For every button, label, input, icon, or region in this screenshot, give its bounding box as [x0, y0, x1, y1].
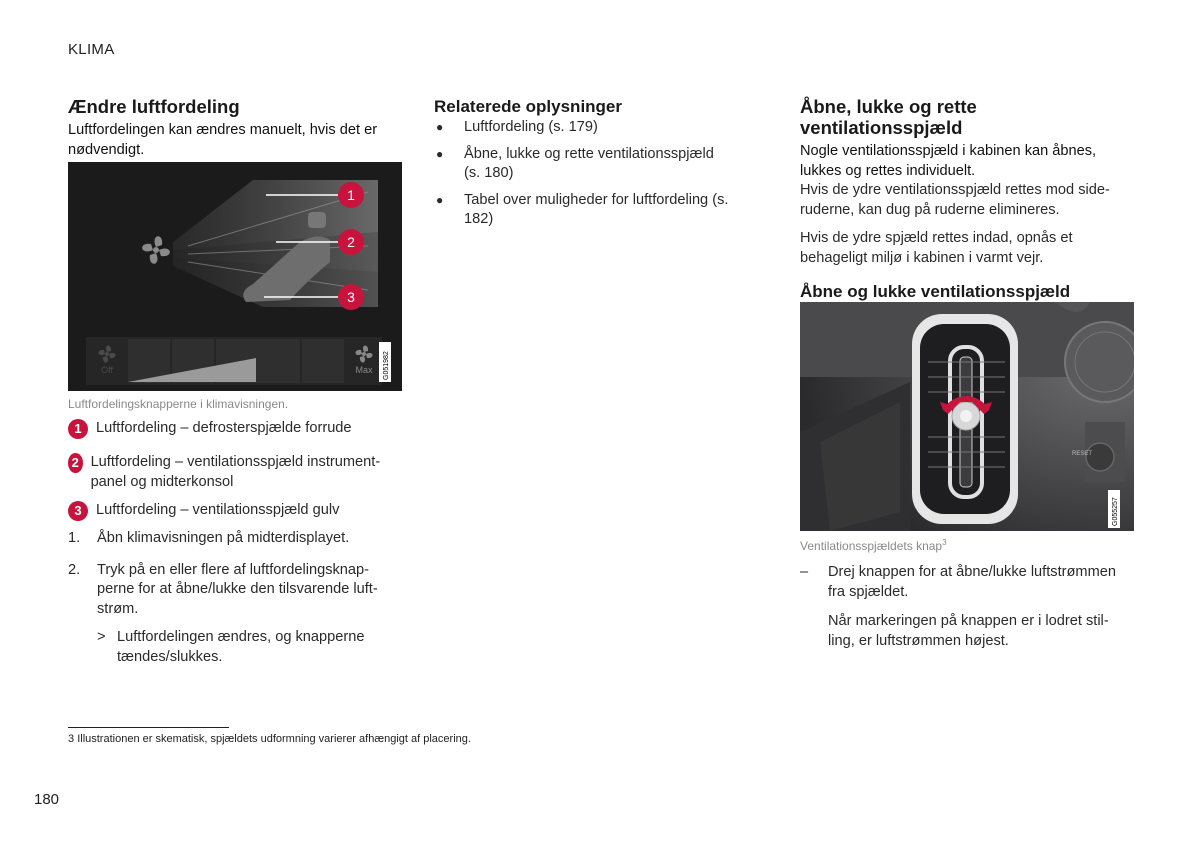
footnote-divider — [68, 727, 229, 728]
section-header: KLIMA — [68, 41, 115, 58]
bullet-icon: ● — [436, 146, 444, 161]
intro-text: Luftfordelingen kan ændres manuelt, hvis det er nødvendigt. — [68, 122, 378, 158]
column-3 — [800, 96, 1134, 302]
figure-code: G055257 — [1112, 497, 1119, 526]
related-links — [434, 118, 734, 230]
seat-headrest — [308, 212, 326, 228]
result-text: Luftfordelingen ændres, og knapperne tændes/slukkes. — [117, 629, 365, 665]
reset-knob — [1086, 443, 1114, 471]
step-number: 1. — [68, 530, 81, 546]
legend-item — [68, 419, 402, 439]
fan-max-label: Max — [355, 365, 373, 375]
related-link[interactable] — [434, 118, 734, 138]
climate-display-illustration — [68, 162, 402, 391]
figure-caption-text: Ventilationsspjældets knap — [800, 539, 943, 553]
vent-knob-figure — [800, 302, 1134, 531]
instruction-block — [800, 563, 1134, 651]
legend-text: Luftfordeling – ventilationsspjæld gulv — [96, 502, 340, 518]
section-title: Ændre luftfordeling — [68, 96, 240, 117]
column-1 — [68, 96, 402, 160]
footnote-ref: 3 — [942, 538, 947, 547]
step-text: Åbn klimavisningen på midterdisplayet. — [97, 530, 350, 546]
legend-item — [68, 453, 402, 492]
vent-knob-illustration — [800, 302, 1134, 531]
footnote-text: Illustrationen er skematisk, spjældets udformning varierer afhængigt af placering. — [77, 733, 471, 745]
legend-text: Luftfordeling – defrosterspjælde forrude — [96, 420, 352, 436]
figure-code: G051982 — [383, 351, 390, 380]
callout-2-label: 2 — [347, 234, 355, 250]
bullet-icon: ● — [436, 120, 444, 134]
climate-display-figure — [68, 162, 402, 391]
instruction-text: Drej knappen for at åbne/lukke luftstrømmen fra spjældet. — [828, 564, 1116, 600]
instruction-item — [800, 563, 1134, 602]
page-number: 180 — [34, 791, 60, 808]
step-number: 2. — [68, 561, 81, 578]
related-info-title: Relaterede oplysninger — [434, 97, 623, 116]
fan-off-label: Off — [101, 365, 113, 375]
section-title: Åbne, lukke og rette ventilationsspjæld — [800, 96, 977, 138]
figure-caption — [800, 538, 947, 553]
figure-caption: Luftfordelingsknapperne i klimavisningen. — [68, 397, 289, 411]
step-text: Tryk på en eller flere af luftfordelingsknapperne for at åbne/lukke den tilsvarende luftstrøm. — [97, 561, 378, 617]
step-result — [97, 628, 402, 667]
callout-3-label: 3 — [347, 289, 355, 305]
footnote-mark: 3 — [68, 733, 75, 745]
result-marker: > — [97, 629, 106, 645]
bullet-icon: ● — [436, 192, 444, 207]
column-2 — [434, 97, 734, 237]
step-item — [68, 529, 402, 549]
legend-badge-2: 2 — [68, 453, 83, 473]
dash-marker: – — [800, 564, 809, 580]
related-link-text[interactable]: Luftfordeling (s. 179) — [464, 119, 598, 135]
subsection-title: Åbne og lukke ventilationsspjæld — [800, 282, 1071, 301]
lead-text: Nogle ventilationsspjæld i kabinen kan åbnes, lukkes og rettes individuelt. — [800, 143, 1097, 179]
legend-badge-1: 1 — [68, 419, 88, 439]
paragraph: Hvis de ydre spjæld rettes indad, opnås et behageligt miljø i kabinen i varmt vejr. — [800, 230, 1073, 266]
legend-item — [68, 501, 402, 521]
legend-text: Luftfordeling – ventilationsspjæld instrumentpanel og midterkonsol — [90, 454, 381, 490]
legend-list — [68, 419, 402, 530]
related-link[interactable] — [434, 191, 734, 230]
reset-label: RESET — [1071, 451, 1093, 457]
paragraph: Hvis de ydre ventilationsspjæld rettes mod sideruderne, kan dug på ruderne elimineres. — [800, 182, 1110, 218]
step-item — [68, 561, 402, 620]
related-link-text[interactable]: Åbne, lukke og rette ventilationsspjæld (s. 180) — [464, 145, 714, 181]
related-link-text[interactable]: Tabel over muligheder for luftfordeling (s. 182) — [464, 191, 729, 227]
steps-list — [68, 529, 402, 667]
instruction-note: Når markeringen på knappen er i lodret stilling, er luftstrømmen højest. — [828, 613, 1109, 649]
footnote — [68, 733, 471, 745]
callout-1-label: 1 — [347, 187, 355, 203]
related-link[interactable] — [434, 145, 734, 184]
legend-badge-3: 3 — [68, 501, 88, 521]
